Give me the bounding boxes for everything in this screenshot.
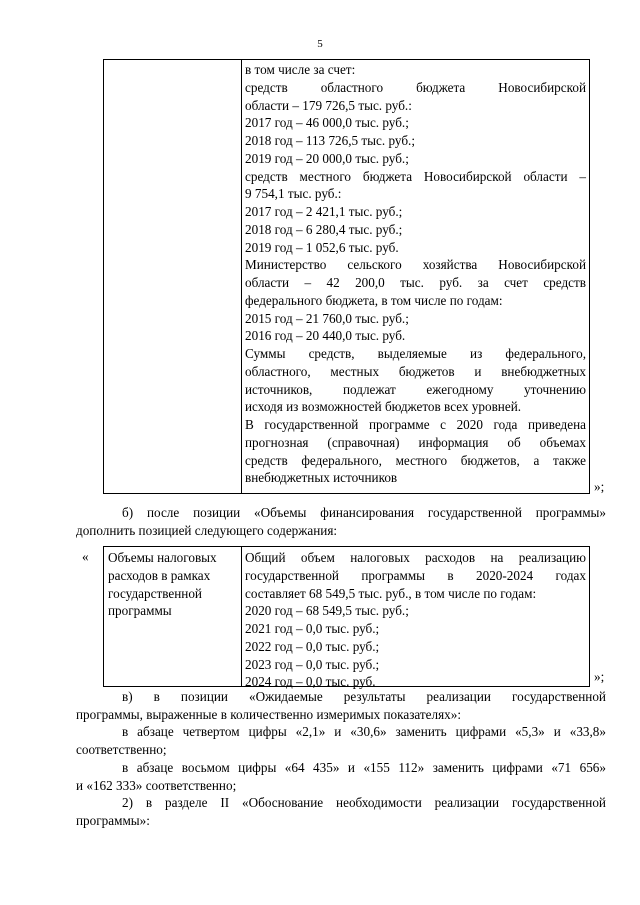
paragraph-v-line-4: соответственно; [76,742,167,757]
text-line: в том числе за счет: [245,62,356,77]
text-line: Суммы средств, выделяемые из федерального, [245,346,586,361]
paragraph-v-line-2: программы, выраженные в количественно измеримых показателях»: [76,707,462,722]
text-line: источников, подлежат ежегодному уточнению [245,381,586,397]
text-line: 9 754,1 тыс. руб.: [245,186,342,202]
page-number: 5 [317,38,323,50]
text-line: 2021 год – 0,0 тыс. руб.; [245,621,380,636]
text-line: государственной [108,585,202,601]
table-column-divider [241,547,242,686]
text-line: 2015 год – 21 760,0 тыс. руб.; [245,310,409,326]
text-line: исходя из возможностей бюджетов всех уровней. [245,399,522,415]
text-line: 2017 год – 46 000,0 тыс. руб.; [245,115,409,131]
text-line: внебюджетных источников [245,470,398,486]
paragraph-2-line-1: 2) в разделе II «Обоснование необходимости реализации государственной [122,795,606,810]
closing-quote: »; [594,669,605,684]
text-line: 2017 год – 2 421,1 тыс. руб.; [245,204,403,219]
text-line: 2020 год – 68 549,5 тыс. руб.; [245,603,409,619]
paragraph-v-line-3: в абзаце четвертом цифры «2,1» и «30,6» заменить цифрами «5,3» и «33,8» [122,724,606,739]
text-line: Министерство сельского хозяйства Новосибирской [245,257,586,273]
opening-quote: « [82,549,89,564]
paragraph-b-line-1: б) после позиции «Объемы финансирования государственной программы» [122,505,606,520]
text-line: 2018 год – 113 726,5 тыс. руб.; [245,133,416,148]
text-line: средств федерального, местного бюджетов, а также [245,452,586,468]
text-line: 2019 год – 1 052,6 тыс. руб. [245,239,399,255]
paragraph-v-line-5: в абзаце восьмом цифры «64 435» и «155 112» заменить цифрами «71 656» [122,760,606,775]
text-line: средств местного бюджета Новосибирской области – [245,168,586,184]
text-line: Общий объем налоговых расходов на реализацию [245,550,586,565]
text-line: государственной программы в 2020-2024 годах [245,567,586,583]
closing-quote: »; [594,479,605,494]
text-line: Объемы налоговых [108,550,217,565]
text-line: федерального бюджета, в том числе по годам: [245,292,503,308]
text-line: 2016 год – 20 440,0 тыс. руб. [245,328,406,344]
text-line: 2024 год – 0,0 тыс. руб. [245,674,376,690]
text-line: 2018 год – 6 280,4 тыс. руб.; [245,221,403,237]
table-column-divider [241,60,242,493]
text-line: составляет 68 549,5 тыс. руб., в том числе по годам: [245,585,537,601]
text-line: областного, местных бюджетов и внебюджетных [245,363,586,379]
text-line: прогнозная (справочная) информация об объемах [245,434,586,450]
paragraph-v-line-1: в) в позиции «Ожидаемые результаты реализации государственной [122,689,606,704]
text-line: области – 179 726,5 тыс. руб.: [245,97,412,113]
text-line: 2023 год – 0,0 тыс. руб.; [245,656,380,672]
paragraph-v-line-6: и «162 333» соответственно; [76,778,237,793]
text-line: средств областного бюджета Новосибирской [245,79,586,95]
text-line: 2022 год – 0,0 тыс. руб.; [245,638,380,654]
paragraph-b-line-2: дополнить позицией следующего содержания: [76,523,338,538]
text-line: 2019 год – 20 000,0 тыс. руб.; [245,150,409,166]
text-line: области – 42 200,0 тыс. руб. за счет средств [245,275,586,290]
text-line: В государственной программе с 2020 года приведена [245,417,586,432]
text-line: программы [108,603,172,619]
text-line: расходов в рамках [108,567,211,583]
paragraph-2-line-2: программы»: [76,813,150,828]
